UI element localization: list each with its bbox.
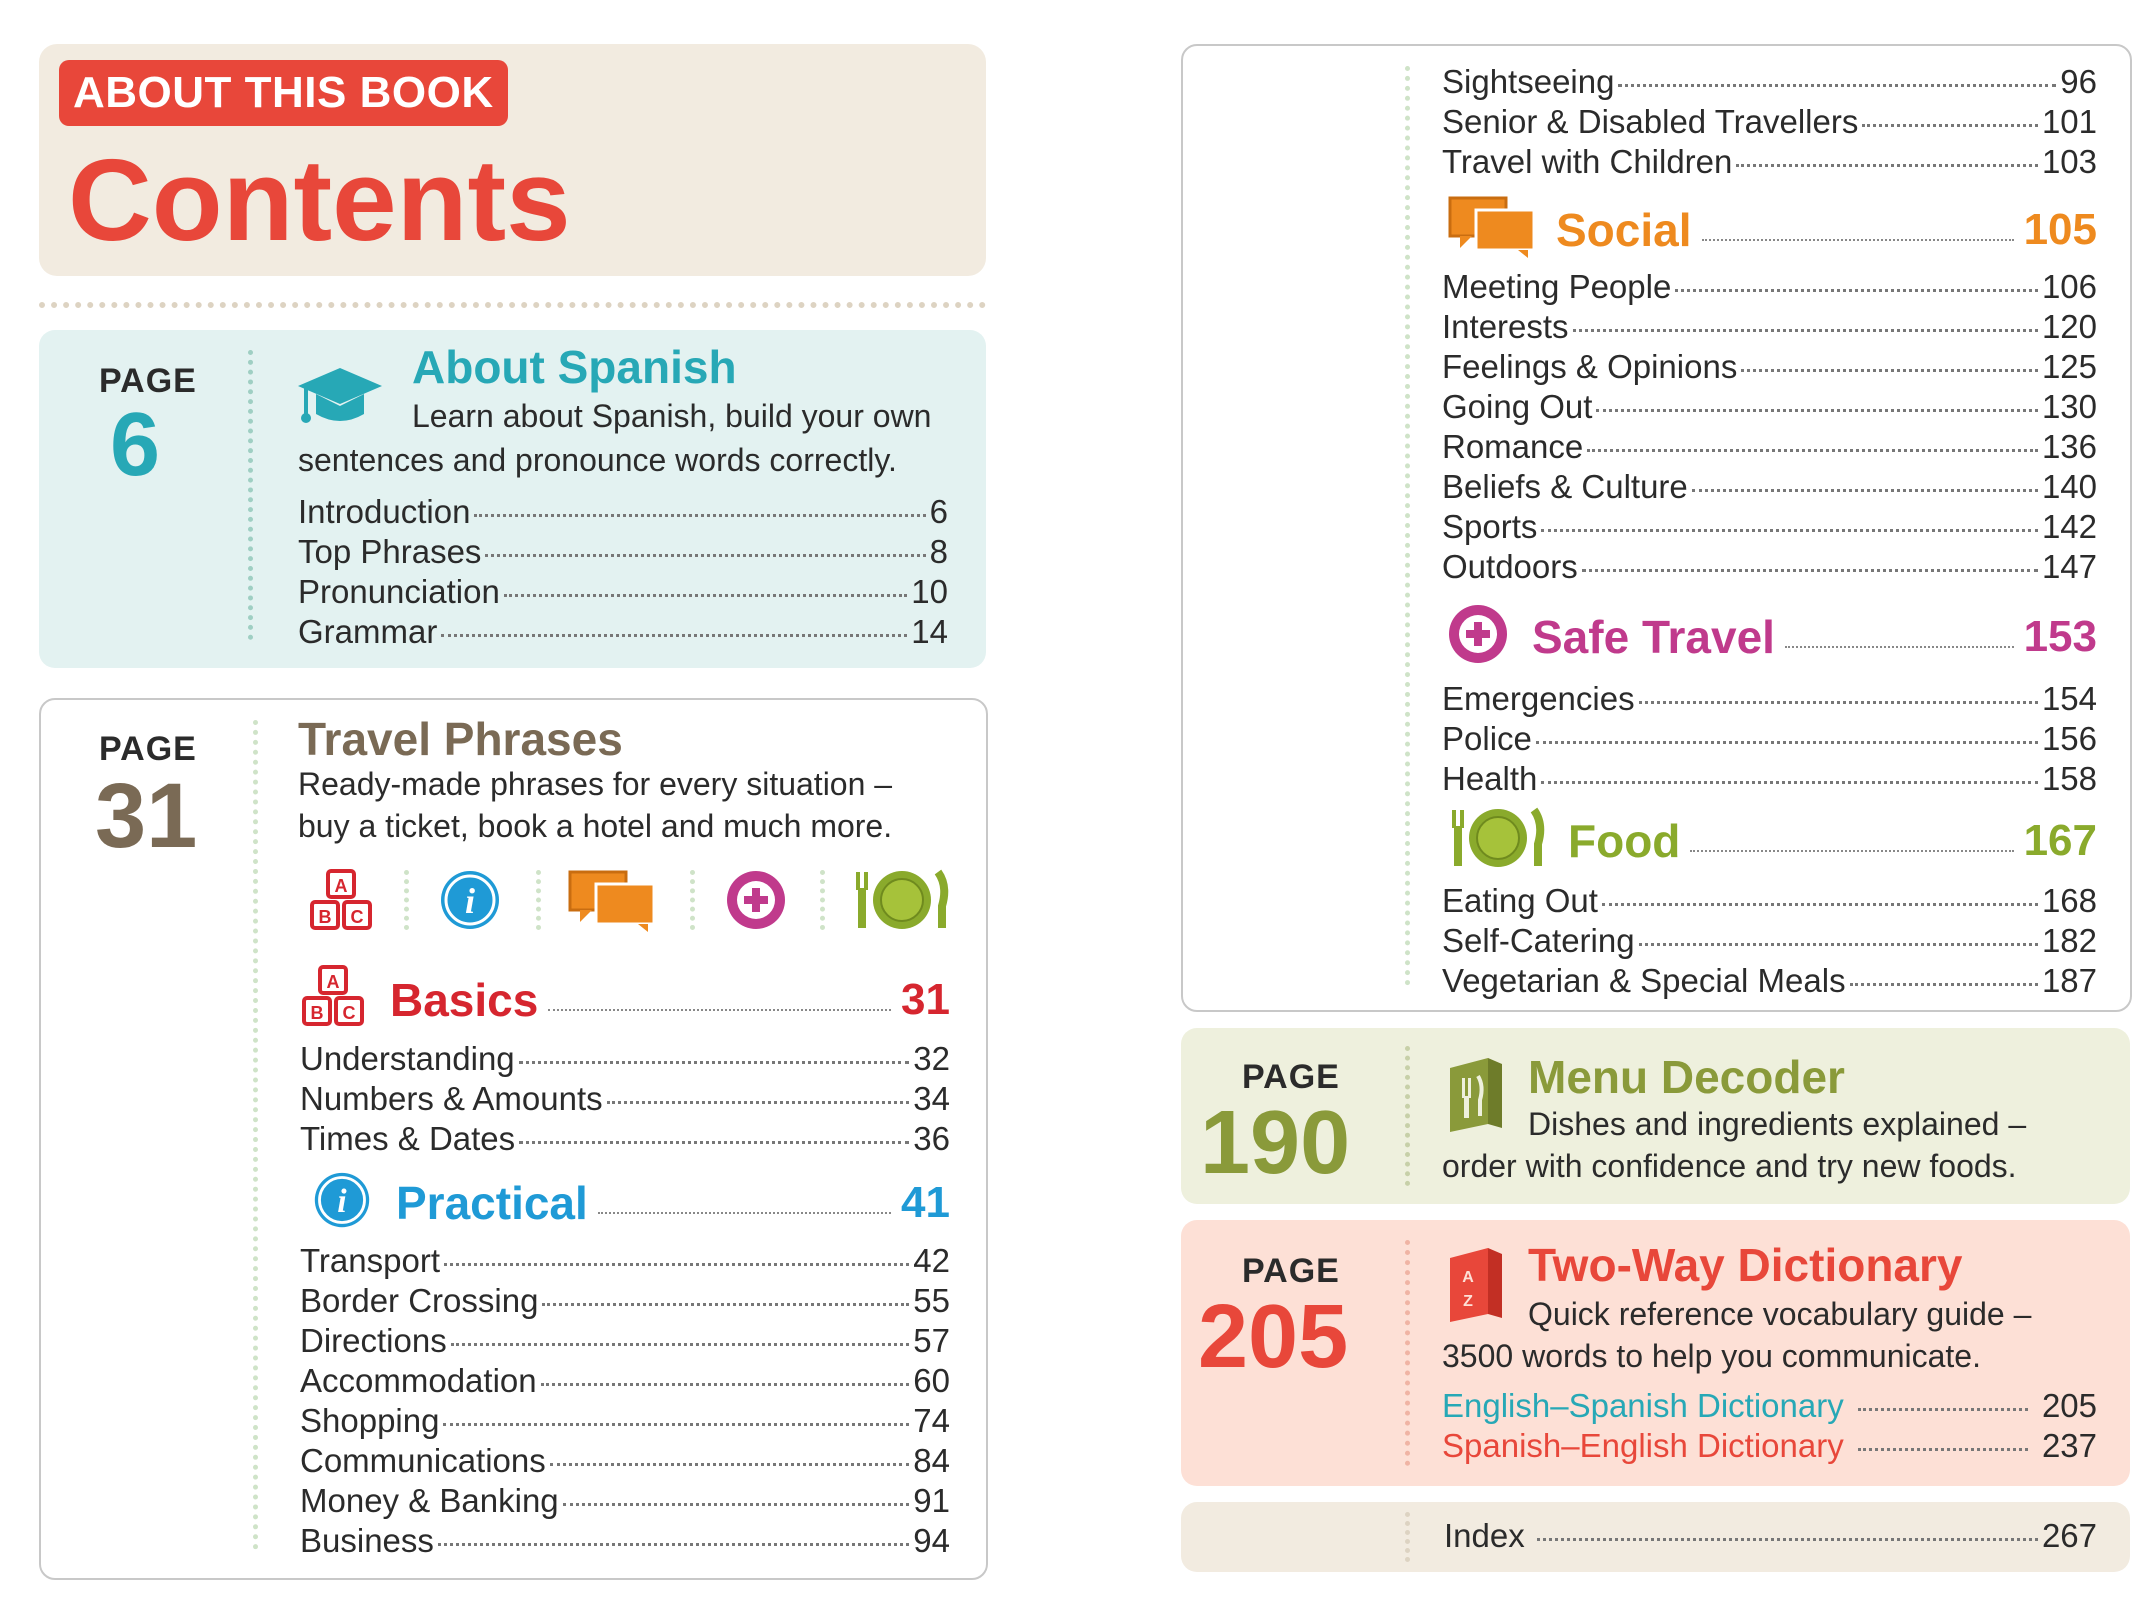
toc-row[interactable]: Interests 120 xyxy=(1442,308,2097,345)
toc-row[interactable]: Grammar 14 xyxy=(298,613,948,650)
travel-desc-line1: Ready-made phrases for every situation – xyxy=(298,766,893,802)
svg-text:B: B xyxy=(318,907,332,927)
about-divider xyxy=(248,350,253,640)
dict-page-number: 205 xyxy=(1198,1287,1349,1387)
section-tag: ABOUT THIS BOOK xyxy=(59,60,508,126)
dict-desc-line1: Quick reference vocabulary guide – xyxy=(1528,1296,2032,1332)
toc-row[interactable]: Vegetarian & Special Meals 187 xyxy=(1442,962,2097,999)
practical-list xyxy=(300,1241,950,1561)
toc-row[interactable]: Emergencies 154 xyxy=(1442,680,2097,717)
travel-page-number: 31 xyxy=(95,765,198,867)
about-page-number: 6 xyxy=(110,395,161,495)
safe-travel-heading[interactable]: Safe Travel 153 xyxy=(1446,602,2097,671)
dict-divider xyxy=(1405,1240,1410,1466)
svg-text:C: C xyxy=(350,907,364,927)
info-icon xyxy=(438,868,502,937)
menu-desc-line1: Dishes and ingredients explained – xyxy=(1528,1106,2027,1142)
travel-page-label: PAGE xyxy=(99,730,197,768)
toc-row[interactable]: Times & Dates 36 xyxy=(300,1120,950,1157)
plate-cutlery-icon xyxy=(850,866,950,939)
toc-row[interactable]: Romance 136 xyxy=(1442,428,2097,465)
category-icon-strip xyxy=(300,866,960,936)
toc-row[interactable]: Police 156 xyxy=(1442,720,2097,757)
continued-divider xyxy=(1405,66,1410,986)
menu-title: Menu Decoder xyxy=(1528,1051,1845,1103)
toc-row[interactable]: Travel with Children 103 xyxy=(1442,143,2097,180)
dict-page-label: PAGE xyxy=(1242,1252,1340,1290)
toc-row[interactable]: Accommodation 60 xyxy=(300,1362,950,1399)
about-title: About Spanish xyxy=(412,341,737,393)
basics-heading[interactable]: A B C Basics 31 xyxy=(300,964,950,1035)
dict-title: Two-Way Dictionary xyxy=(1528,1239,1963,1291)
svg-text:C: C xyxy=(342,1003,356,1023)
dictionary-book-icon xyxy=(1446,1244,1506,1329)
toc-row[interactable]: Introduction 6 xyxy=(298,493,948,530)
menu-page-number: 190 xyxy=(1200,1093,1351,1193)
basics-section xyxy=(300,964,950,1159)
svg-text:i: i xyxy=(464,881,476,921)
toc-row[interactable]: Senior & Disabled Travellers 101 xyxy=(1442,103,2097,140)
dictionary-list xyxy=(1442,1386,2097,1466)
basics-list xyxy=(300,1039,950,1159)
travel-desc-line2: buy a ticket, book a hotel and much more. xyxy=(298,808,893,844)
index-divider xyxy=(1405,1512,1410,1562)
index-label: Index xyxy=(1444,1517,1525,1554)
svg-text:A: A xyxy=(334,876,348,896)
dict-desc-line2: 3500 words to help you communicate. xyxy=(1442,1338,1981,1374)
toc-row[interactable]: Eating Out 168 xyxy=(1442,882,2097,919)
graduation-cap-icon xyxy=(296,362,384,432)
toc-row[interactable]: Money & Banking 91 xyxy=(300,1482,950,1519)
toc-row[interactable]: Going Out 130 xyxy=(1442,388,2097,425)
food-section xyxy=(1442,804,2097,1001)
practical-section xyxy=(300,1170,950,1561)
toc-row[interactable]: Self-Catering 182 xyxy=(1442,922,2097,959)
menu-divider xyxy=(1405,1046,1410,1186)
plus-circle-icon xyxy=(1446,602,1510,671)
abc-blocks-icon xyxy=(300,964,366,1035)
toc-row[interactable]: Sports 142 xyxy=(1442,508,2097,545)
svg-text:A: A xyxy=(326,972,340,992)
info-icon xyxy=(312,1170,372,1235)
index-page: 267 xyxy=(2041,1517,2097,1554)
about-desc-line1: Learn about Spanish, build your own xyxy=(412,398,932,434)
speech-bubbles-icon xyxy=(1446,194,1538,265)
social-section xyxy=(1442,194,2097,587)
food-heading[interactable]: Food 167 xyxy=(1446,804,2097,877)
plus-circle-icon xyxy=(724,868,788,937)
practical-continued-list xyxy=(1442,62,2097,182)
svg-text:B: B xyxy=(310,1003,324,1023)
social-list xyxy=(1442,267,2097,587)
toc-row[interactable]: Spanish–English Dictionary 237 xyxy=(1442,1427,2097,1464)
practical-heading[interactable]: i Practical 41 xyxy=(300,1170,950,1235)
toc-row[interactable]: Directions 57 xyxy=(300,1322,950,1359)
toc-row[interactable]: Feelings & Opinions 125 xyxy=(1442,348,2097,385)
header-divider xyxy=(39,302,986,308)
toc-row[interactable]: Sightseeing 96 xyxy=(1442,63,2097,100)
index-row[interactable] xyxy=(1444,1516,2097,1556)
toc-row[interactable]: Numbers & Amounts 34 xyxy=(300,1080,950,1117)
svg-text:Z: Z xyxy=(1463,1293,1473,1310)
toc-row[interactable]: Health 158 xyxy=(1442,760,2097,797)
safe-travel-section xyxy=(1442,602,2097,799)
toc-row[interactable]: Communications 84 xyxy=(300,1442,950,1479)
toc-row[interactable]: Pronunciation 10 xyxy=(298,573,948,610)
about-desc-line2: sentences and pronounce words correctly. xyxy=(298,442,897,478)
about-page-label: PAGE xyxy=(99,362,197,400)
toc-row[interactable]: Business 94 xyxy=(300,1522,950,1559)
toc-row[interactable]: Border Crossing 55 xyxy=(300,1282,950,1319)
svg-text:i: i xyxy=(337,1183,347,1221)
speech-bubbles-icon xyxy=(566,868,658,939)
about-toc-list xyxy=(298,492,948,652)
toc-row[interactable]: Understanding 32 xyxy=(300,1040,950,1077)
toc-row[interactable]: Meeting People 106 xyxy=(1442,268,2097,305)
menu-desc-line2: order with confidence and try new foods. xyxy=(1442,1148,2017,1184)
travel-divider xyxy=(253,720,258,1550)
social-heading[interactable]: Social 105 xyxy=(1446,194,2097,265)
toc-row[interactable]: Transport 42 xyxy=(300,1242,950,1279)
toc-row[interactable]: English–Spanish Dictionary 205 xyxy=(1442,1387,2097,1424)
toc-row[interactable]: Top Phrases 8 xyxy=(298,533,948,570)
menu-book-icon xyxy=(1446,1054,1506,1139)
food-list xyxy=(1442,881,2097,1001)
toc-row[interactable]: Beliefs & Culture 140 xyxy=(1442,468,2097,505)
travel-title: Travel Phrases xyxy=(298,713,623,765)
abc-blocks-icon xyxy=(308,868,374,939)
menu-page-label: PAGE xyxy=(1242,1058,1340,1096)
safe-travel-list xyxy=(1442,679,2097,799)
plate-cutlery-icon xyxy=(1446,804,1546,877)
page-title: Contents xyxy=(68,135,571,265)
toc-row[interactable]: Shopping 74 xyxy=(300,1402,950,1439)
svg-text:A: A xyxy=(1462,1269,1474,1286)
toc-row[interactable]: Outdoors 147 xyxy=(1442,548,2097,585)
